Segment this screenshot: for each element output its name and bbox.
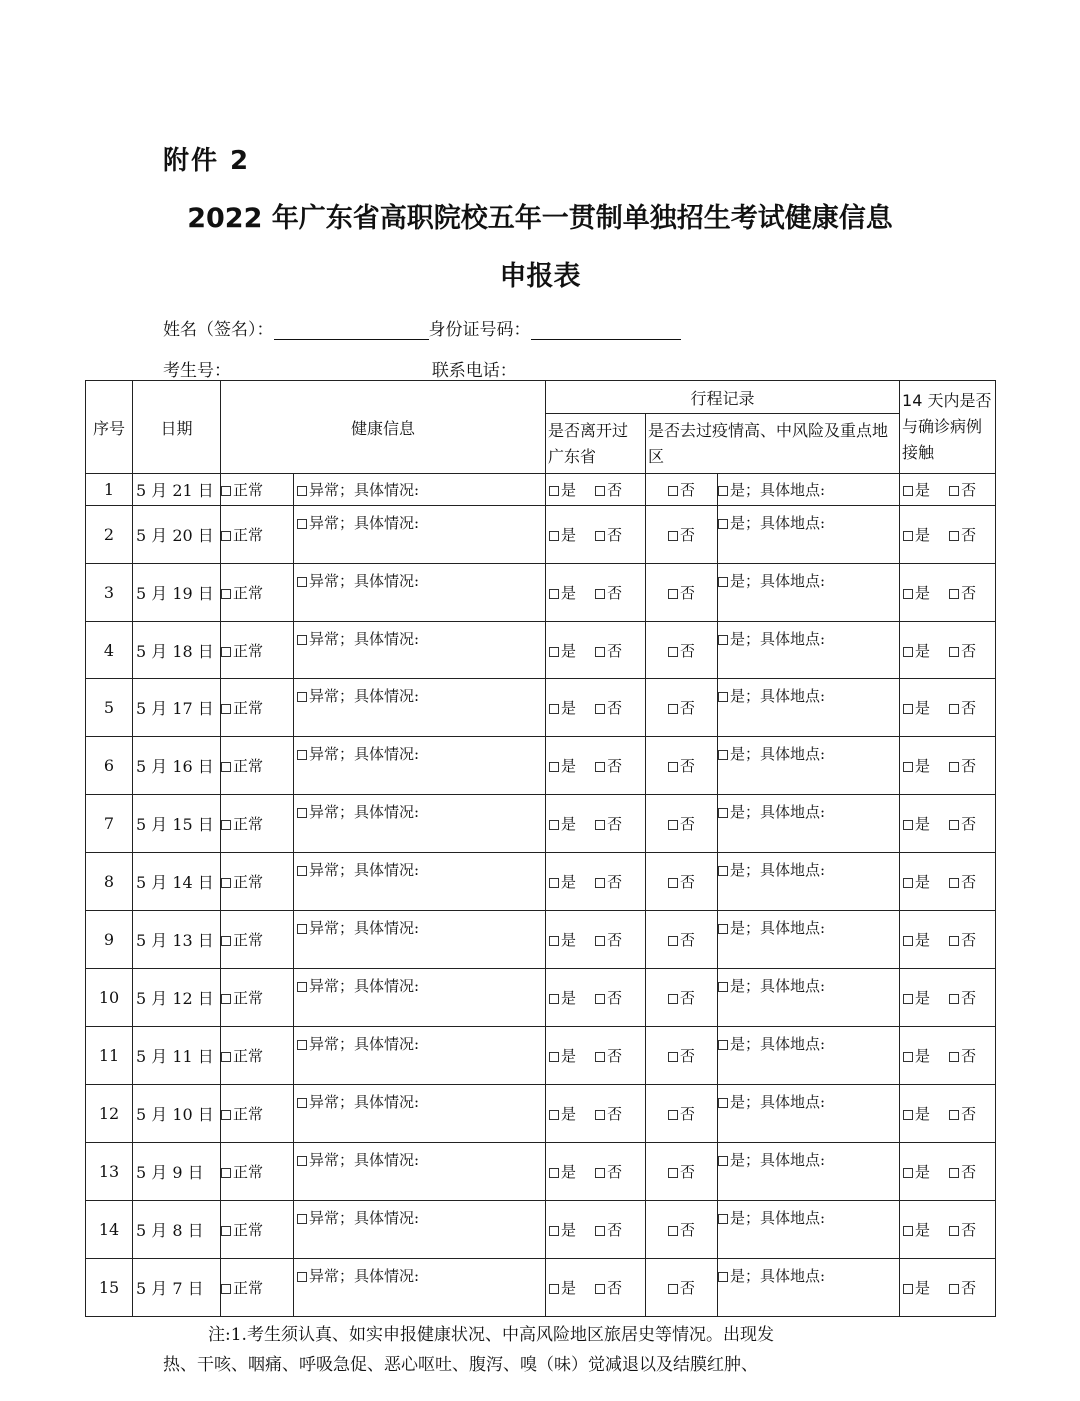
left-gd-options[interactable]: 是 否 bbox=[546, 506, 646, 564]
contact-options[interactable]: 是 否 bbox=[900, 1085, 996, 1143]
row-seq: 15 bbox=[86, 1259, 133, 1317]
header-health: 健康信息 bbox=[221, 381, 546, 474]
checkbox-icon bbox=[221, 1284, 231, 1294]
checkbox-icon bbox=[903, 704, 913, 714]
normal-option[interactable]: 正常 bbox=[221, 1259, 294, 1317]
checkbox-icon bbox=[595, 704, 605, 714]
normal-option[interactable]: 正常 bbox=[221, 737, 294, 795]
normal-option[interactable]: 正常 bbox=[221, 506, 294, 564]
checkbox-icon bbox=[903, 1052, 913, 1062]
checkbox-icon bbox=[221, 936, 231, 946]
checkbox-icon bbox=[595, 1284, 605, 1294]
normal-option[interactable]: 正常 bbox=[221, 622, 294, 679]
checkbox-icon bbox=[903, 1168, 913, 1178]
risk-area-yes-option[interactable]: 是；具体地点: bbox=[718, 737, 900, 795]
checkbox-icon bbox=[595, 1110, 605, 1120]
checkbox-icon bbox=[297, 924, 307, 934]
row-seq: 4 bbox=[86, 622, 133, 679]
checkbox-icon bbox=[903, 1284, 913, 1294]
checkbox-icon bbox=[903, 1226, 913, 1236]
abnormal-option[interactable]: 异常；具体情况: bbox=[294, 1143, 546, 1201]
risk-area-yes-option[interactable]: 是；具体地点: bbox=[718, 1085, 900, 1143]
header-contact: 14 天内是否与确诊病例接触 bbox=[900, 381, 996, 474]
abnormal-option[interactable]: 异常；具体情况: bbox=[294, 911, 546, 969]
checkbox-icon bbox=[221, 994, 231, 1004]
header-seq: 序号 bbox=[86, 381, 133, 474]
row-seq: 10 bbox=[86, 969, 133, 1027]
checkbox-icon bbox=[549, 878, 559, 888]
checkbox-icon bbox=[668, 1052, 678, 1062]
risk-area-no-option[interactable]: 否 bbox=[646, 506, 718, 564]
checkbox-icon bbox=[949, 486, 959, 496]
checkbox-icon bbox=[903, 820, 913, 830]
checkbox-icon bbox=[668, 531, 678, 541]
table-row bbox=[86, 1027, 996, 1085]
table-body bbox=[86, 474, 996, 1317]
contact-options[interactable]: 是 否 bbox=[900, 737, 996, 795]
checkbox-icon bbox=[595, 820, 605, 830]
contact-options[interactable]: 是 否 bbox=[900, 853, 996, 911]
risk-area-no-option[interactable]: 否 bbox=[646, 679, 718, 737]
normal-option[interactable]: 正常 bbox=[221, 679, 294, 737]
checkbox-icon bbox=[595, 486, 605, 496]
checkbox-icon bbox=[549, 531, 559, 541]
row-seq: 13 bbox=[86, 1143, 133, 1201]
checkbox-icon bbox=[668, 486, 678, 496]
checkbox-icon bbox=[221, 820, 231, 830]
risk-area-no-option[interactable]: 否 bbox=[646, 911, 718, 969]
checkbox-icon bbox=[718, 982, 728, 992]
risk-area-no-option[interactable]: 否 bbox=[646, 1259, 718, 1317]
checkbox-icon bbox=[221, 1168, 231, 1178]
checkbox-icon bbox=[549, 486, 559, 496]
checkbox-icon bbox=[949, 1110, 959, 1120]
checkbox-icon bbox=[595, 936, 605, 946]
checkbox-icon bbox=[668, 589, 678, 599]
risk-area-no-option[interactable]: 否 bbox=[646, 1027, 718, 1085]
contact-options[interactable]: 是 否 bbox=[900, 679, 996, 737]
checkbox-icon bbox=[595, 1052, 605, 1062]
header-risk-area: 是否去过疫情高、中风险及重点地区 bbox=[646, 414, 900, 474]
abnormal-option[interactable]: 异常；具体情况: bbox=[294, 564, 546, 622]
contact-options[interactable]: 是 否 bbox=[900, 474, 996, 506]
row-seq: 7 bbox=[86, 795, 133, 853]
row-date: 5 月 8 日 bbox=[133, 1201, 221, 1259]
risk-area-yes-option[interactable]: 是；具体地点: bbox=[718, 795, 900, 853]
risk-area-yes-option[interactable]: 是；具体地点: bbox=[718, 1027, 900, 1085]
risk-area-no-option[interactable]: 否 bbox=[646, 1085, 718, 1143]
checkbox-icon bbox=[949, 531, 959, 541]
checkbox-icon bbox=[297, 486, 307, 496]
checkbox-icon bbox=[668, 647, 678, 657]
contact-options[interactable]: 是 否 bbox=[900, 795, 996, 853]
risk-area-no-option[interactable]: 否 bbox=[646, 1143, 718, 1201]
checkbox-icon bbox=[297, 692, 307, 702]
exam-no-field[interactable] bbox=[231, 362, 421, 381]
row-date: 5 月 11 日 bbox=[133, 1027, 221, 1085]
risk-area-no-option[interactable]: 否 bbox=[646, 969, 718, 1027]
checkbox-icon bbox=[297, 982, 307, 992]
exam-row bbox=[163, 356, 687, 381]
checkbox-icon bbox=[595, 589, 605, 599]
checkbox-icon bbox=[949, 762, 959, 772]
normal-option[interactable]: 正常 bbox=[221, 564, 294, 622]
row-date: 5 月 10 日 bbox=[133, 1085, 221, 1143]
table-row bbox=[86, 506, 996, 564]
checkbox-icon bbox=[221, 647, 231, 657]
abnormal-option[interactable]: 异常；具体情况: bbox=[294, 474, 546, 506]
checkbox-icon bbox=[221, 589, 231, 599]
checkbox-icon bbox=[297, 1272, 307, 1282]
contact-options[interactable]: 是 否 bbox=[900, 1259, 996, 1317]
checkbox-icon bbox=[221, 762, 231, 772]
left-gd-options[interactable]: 是 否 bbox=[546, 911, 646, 969]
checkbox-icon bbox=[903, 589, 913, 599]
normal-option[interactable]: 正常 bbox=[221, 969, 294, 1027]
risk-area-yes-option[interactable]: 是；具体地点: bbox=[718, 679, 900, 737]
table-row bbox=[86, 737, 996, 795]
checkbox-icon bbox=[949, 1226, 959, 1236]
checkbox-icon bbox=[718, 1098, 728, 1108]
page-title: 2022 年广东省高职院校五年一贯制单独招生考试健康信息 bbox=[187, 203, 893, 234]
checkbox-icon bbox=[549, 1226, 559, 1236]
checkbox-icon bbox=[718, 866, 728, 876]
row-seq: 12 bbox=[86, 1085, 133, 1143]
abnormal-option[interactable]: 异常；具体情况: bbox=[294, 737, 546, 795]
checkbox-icon bbox=[549, 1110, 559, 1120]
checkbox-icon bbox=[718, 1272, 728, 1282]
table-row bbox=[86, 1085, 996, 1143]
note-line-2: 热、干咳、咽痛、呼吸急促、恶心呕吐、腹泻、嗅（味）觉减退以及结膜红肿、 bbox=[163, 1355, 758, 1375]
contact-options[interactable]: 是 否 bbox=[900, 1027, 996, 1085]
name-label: 姓名（签名）： bbox=[163, 320, 274, 340]
row-date: 5 月 9 日 bbox=[133, 1143, 221, 1201]
risk-area-yes-option[interactable]: 是；具体地点: bbox=[718, 1143, 900, 1201]
checkbox-icon bbox=[297, 635, 307, 645]
row-seq: 2 bbox=[86, 506, 133, 564]
checkbox-icon bbox=[221, 531, 231, 541]
row-seq: 14 bbox=[86, 1201, 133, 1259]
checkbox-icon bbox=[549, 1284, 559, 1294]
exam-no-label: 考生号： bbox=[163, 361, 231, 381]
checkbox-icon bbox=[297, 1214, 307, 1224]
checkbox-icon bbox=[949, 994, 959, 1004]
checkbox-icon bbox=[595, 994, 605, 1004]
abnormal-option[interactable]: 异常；具体情况: bbox=[294, 1027, 546, 1085]
checkbox-icon bbox=[718, 1156, 728, 1166]
header-trip: 行程记录 bbox=[546, 381, 900, 414]
abnormal-option[interactable]: 异常；具体情况: bbox=[294, 1259, 546, 1317]
row-seq: 1 bbox=[86, 474, 133, 506]
checkbox-icon bbox=[595, 1168, 605, 1178]
row-date: 5 月 18 日 bbox=[133, 622, 221, 679]
row-date: 5 月 17 日 bbox=[133, 679, 221, 737]
risk-area-yes-option[interactable]: 是；具体地点: bbox=[718, 1259, 900, 1317]
table-row bbox=[86, 622, 996, 679]
left-gd-options[interactable]: 是 否 bbox=[546, 474, 646, 506]
normal-option[interactable]: 正常 bbox=[221, 1201, 294, 1259]
checkbox-icon bbox=[668, 820, 678, 830]
page-subtitle: 申报表 bbox=[499, 261, 581, 292]
checkbox-icon bbox=[903, 936, 913, 946]
header-left-gd: 是否离开过广东省 bbox=[546, 414, 646, 474]
table-row bbox=[86, 474, 996, 506]
risk-area-yes-option[interactable]: 是；具体地点: bbox=[718, 911, 900, 969]
risk-area-no-option[interactable]: 否 bbox=[646, 622, 718, 679]
checkbox-icon bbox=[718, 1214, 728, 1224]
row-date: 5 月 14 日 bbox=[133, 853, 221, 911]
row-date: 5 月 19 日 bbox=[133, 564, 221, 622]
contact-options[interactable]: 是 否 bbox=[900, 911, 996, 969]
risk-area-no-option[interactable]: 否 bbox=[646, 1201, 718, 1259]
left-gd-options[interactable]: 是 否 bbox=[546, 1201, 646, 1259]
table-row bbox=[86, 911, 996, 969]
note-line-1: 注:1.考生须认真、如实申报健康状况、中高风险地区旅居史等情况。出现发 bbox=[208, 1325, 774, 1345]
contact-options[interactable]: 是 否 bbox=[900, 1201, 996, 1259]
id-label: 身份证号码： bbox=[428, 320, 531, 340]
checkbox-icon bbox=[297, 808, 307, 818]
checkbox-icon bbox=[903, 878, 913, 888]
table-row bbox=[86, 1201, 996, 1259]
risk-area-no-option[interactable]: 否 bbox=[646, 474, 718, 506]
checkbox-icon bbox=[297, 1156, 307, 1166]
left-gd-options[interactable]: 是 否 bbox=[546, 1027, 646, 1085]
left-gd-options[interactable]: 是 否 bbox=[546, 622, 646, 679]
attachment-label: 附件 2 bbox=[163, 146, 251, 176]
checkbox-icon bbox=[549, 704, 559, 714]
risk-area-yes-option[interactable]: 是；具体地点: bbox=[718, 622, 900, 679]
checkbox-icon bbox=[668, 936, 678, 946]
checkbox-icon bbox=[949, 589, 959, 599]
row-date: 5 月 16 日 bbox=[133, 737, 221, 795]
abnormal-option[interactable]: 异常；具体情况: bbox=[294, 1085, 546, 1143]
row-date: 5 月 15 日 bbox=[133, 795, 221, 853]
checkbox-icon bbox=[718, 577, 728, 587]
checkbox-icon bbox=[221, 1110, 231, 1120]
name-row bbox=[163, 315, 681, 340]
checkbox-icon bbox=[297, 519, 307, 529]
left-gd-options[interactable]: 是 否 bbox=[546, 795, 646, 853]
checkbox-icon bbox=[549, 936, 559, 946]
risk-area-yes-option[interactable]: 是；具体地点: bbox=[718, 506, 900, 564]
contact-options[interactable]: 是 否 bbox=[900, 969, 996, 1027]
checkbox-icon bbox=[903, 531, 913, 541]
checkbox-icon bbox=[549, 1052, 559, 1062]
row-seq: 11 bbox=[86, 1027, 133, 1085]
risk-area-yes-option[interactable]: 是；具体地点: bbox=[718, 1201, 900, 1259]
abnormal-option[interactable]: 异常；具体情况: bbox=[294, 1201, 546, 1259]
id-field[interactable] bbox=[531, 321, 681, 340]
checkbox-icon bbox=[718, 924, 728, 934]
table-row bbox=[86, 969, 996, 1027]
row-seq: 6 bbox=[86, 737, 133, 795]
checkbox-icon bbox=[668, 1168, 678, 1178]
checkbox-icon bbox=[668, 1110, 678, 1120]
checkbox-icon bbox=[949, 1284, 959, 1294]
checkbox-icon bbox=[221, 1226, 231, 1236]
checkbox-icon bbox=[668, 1284, 678, 1294]
contact-options[interactable]: 是 否 bbox=[900, 564, 996, 622]
normal-option[interactable]: 正常 bbox=[221, 853, 294, 911]
row-seq: 9 bbox=[86, 911, 133, 969]
abnormal-option[interactable]: 异常；具体情况: bbox=[294, 969, 546, 1027]
left-gd-options[interactable]: 是 否 bbox=[546, 679, 646, 737]
checkbox-icon bbox=[221, 704, 231, 714]
left-gd-options[interactable]: 是 否 bbox=[546, 1143, 646, 1201]
checkbox-icon bbox=[668, 762, 678, 772]
abnormal-option[interactable]: 异常；具体情况: bbox=[294, 506, 546, 564]
table-row bbox=[86, 1259, 996, 1317]
checkbox-icon bbox=[549, 1168, 559, 1178]
checkbox-icon bbox=[668, 994, 678, 1004]
health-table bbox=[85, 380, 996, 1317]
left-gd-options[interactable]: 是 否 bbox=[546, 853, 646, 911]
table-row bbox=[86, 1143, 996, 1201]
checkbox-icon bbox=[718, 635, 728, 645]
checkbox-icon bbox=[221, 1052, 231, 1062]
checkbox-icon bbox=[297, 577, 307, 587]
checkbox-icon bbox=[668, 878, 678, 888]
left-gd-options[interactable]: 是 否 bbox=[546, 1085, 646, 1143]
abnormal-option[interactable]: 异常；具体情况: bbox=[294, 795, 546, 853]
checkbox-icon bbox=[903, 486, 913, 496]
row-date: 5 月 12 日 bbox=[133, 969, 221, 1027]
phone-label: 联系电话： bbox=[431, 361, 517, 381]
checkbox-icon bbox=[221, 486, 231, 496]
note bbox=[163, 1320, 923, 1380]
checkbox-icon bbox=[297, 1040, 307, 1050]
row-seq: 3 bbox=[86, 564, 133, 622]
risk-area-yes-option[interactable]: 是；具体地点: bbox=[718, 564, 900, 622]
abnormal-option[interactable]: 异常；具体情况: bbox=[294, 622, 546, 679]
checkbox-icon bbox=[903, 647, 913, 657]
contact-options[interactable]: 是 否 bbox=[900, 506, 996, 564]
row-date: 5 月 13 日 bbox=[133, 911, 221, 969]
checkbox-icon bbox=[549, 647, 559, 657]
row-date: 5 月 21 日 bbox=[133, 474, 221, 506]
checkbox-icon bbox=[595, 878, 605, 888]
normal-option[interactable]: 正常 bbox=[221, 474, 294, 506]
table-row bbox=[86, 853, 996, 911]
checkbox-icon bbox=[718, 750, 728, 760]
checkbox-icon bbox=[668, 704, 678, 714]
risk-area-yes-option[interactable]: 是；具体地点: bbox=[718, 969, 900, 1027]
checkbox-icon bbox=[718, 692, 728, 702]
checkbox-icon bbox=[595, 762, 605, 772]
checkbox-icon bbox=[949, 936, 959, 946]
checkbox-icon bbox=[549, 994, 559, 1004]
left-gd-options[interactable]: 是 否 bbox=[546, 969, 646, 1027]
risk-area-no-option[interactable]: 否 bbox=[646, 564, 718, 622]
contact-options[interactable]: 是 否 bbox=[900, 622, 996, 679]
left-gd-options[interactable]: 是 否 bbox=[546, 737, 646, 795]
risk-area-no-option[interactable]: 否 bbox=[646, 853, 718, 911]
risk-area-no-option[interactable]: 否 bbox=[646, 795, 718, 853]
risk-area-yes-option[interactable]: 是；具体地点: bbox=[718, 853, 900, 911]
checkbox-icon bbox=[595, 531, 605, 541]
checkbox-icon bbox=[297, 750, 307, 760]
row-seq: 8 bbox=[86, 853, 133, 911]
phone-field[interactable] bbox=[517, 362, 687, 381]
checkbox-icon bbox=[595, 647, 605, 657]
checkbox-icon bbox=[549, 820, 559, 830]
row-seq: 5 bbox=[86, 679, 133, 737]
checkbox-icon bbox=[297, 866, 307, 876]
checkbox-icon bbox=[949, 878, 959, 888]
risk-area-yes-option[interactable]: 是；具体地点: bbox=[718, 474, 900, 506]
checkbox-icon bbox=[595, 1226, 605, 1236]
checkbox-icon bbox=[718, 519, 728, 529]
normal-option[interactable]: 正常 bbox=[221, 1027, 294, 1085]
checkbox-icon bbox=[949, 1168, 959, 1178]
abnormal-option[interactable]: 异常；具体情况: bbox=[294, 679, 546, 737]
normal-option[interactable]: 正常 bbox=[221, 795, 294, 853]
contact-options[interactable]: 是 否 bbox=[900, 1143, 996, 1201]
checkbox-icon bbox=[549, 762, 559, 772]
checkbox-icon bbox=[949, 647, 959, 657]
checkbox-icon bbox=[903, 762, 913, 772]
normal-option[interactable]: 正常 bbox=[221, 1143, 294, 1201]
checkbox-icon bbox=[949, 1052, 959, 1062]
checkbox-icon bbox=[903, 1110, 913, 1120]
checkbox-icon bbox=[949, 820, 959, 830]
row-date: 5 月 20 日 bbox=[133, 506, 221, 564]
header-date: 日期 bbox=[133, 381, 221, 474]
left-gd-options[interactable]: 是 否 bbox=[546, 564, 646, 622]
checkbox-icon bbox=[549, 589, 559, 599]
checkbox-icon bbox=[949, 704, 959, 714]
checkbox-icon bbox=[297, 1098, 307, 1108]
normal-option[interactable]: 正常 bbox=[221, 1085, 294, 1143]
row-date: 5 月 7 日 bbox=[133, 1259, 221, 1317]
abnormal-option[interactable]: 异常；具体情况: bbox=[294, 853, 546, 911]
table-row bbox=[86, 679, 996, 737]
name-field[interactable] bbox=[274, 321, 429, 340]
checkbox-icon bbox=[903, 994, 913, 1004]
checkbox-icon bbox=[718, 1040, 728, 1050]
checkbox-icon bbox=[668, 1226, 678, 1236]
checkbox-icon bbox=[718, 808, 728, 818]
checkbox-icon bbox=[718, 486, 728, 496]
left-gd-options[interactable]: 是 否 bbox=[546, 1259, 646, 1317]
risk-area-no-option[interactable]: 否 bbox=[646, 737, 718, 795]
table-row bbox=[86, 564, 996, 622]
normal-option[interactable]: 正常 bbox=[221, 911, 294, 969]
checkbox-icon bbox=[221, 878, 231, 888]
table-row bbox=[86, 795, 996, 853]
